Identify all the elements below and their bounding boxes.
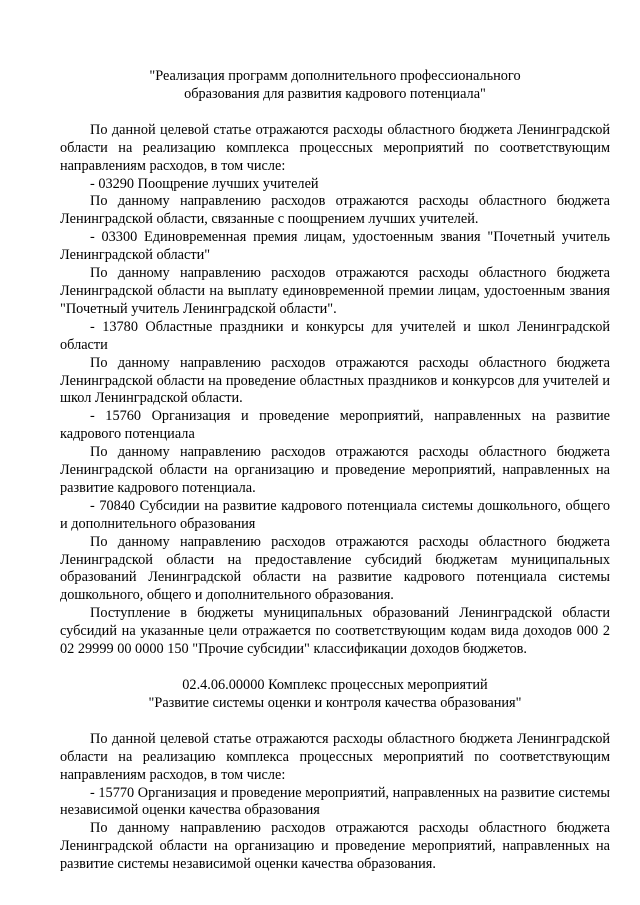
paragraph: - 15760 Организация и проведение мероприятий, направленных на развитие кадрового потенциала xyxy=(60,408,610,443)
paragraph: По данному направлению расходов отражаются расходы областного бюджета Ленинградской области на предоставление субсидий бюджетам муниципальных образований Ленинградской области на развитие кадрового потенциала системы дошкольного, общего и дополнительного образования. xyxy=(60,533,610,604)
section2-body xyxy=(60,731,610,874)
section1-title xyxy=(60,68,610,104)
paragraph: По данной целевой статье отражаются расходы областного бюджета Ленинградской области на реализацию комплекса процессных мероприятий по соответствующим направлениям расходов, в том числе: xyxy=(60,121,610,174)
section1-title-line2: образования для развития кадрового потенциала" xyxy=(184,85,486,102)
paragraph: По данному направлению расходов отражаются расходы областного бюджета Ленинградской области на организацию и проведение мероприятий, направленных на развитие системы независимой оценки качества образования. xyxy=(60,820,610,873)
section1-title-line1: "Реализация программ дополнительного профессионального xyxy=(149,68,521,84)
paragraph: По данному направлению расходов отражаются расходы областного бюджета Ленинградской области, связанные с поощрением лучших учителей. xyxy=(60,193,610,228)
section2-title xyxy=(60,677,610,713)
paragraph: Поступление в бюджеты муниципальных образований Ленинградской области субсидий на указанные цели отражается по соответствующим кодам вида доходов 000 2 02 29999 00 0000 150 "Прочие субсидии" классификации доходов бюджетов. xyxy=(60,605,610,658)
paragraph: По данному направлению расходов отражаются расходы областного бюджета Ленинградской области на организацию и проведение мероприятий, направленных на развитие кадрового потенциала. xyxy=(60,444,610,496)
section2-title-line1: 02.4.06.00000 Комплекс процессных мероприятий xyxy=(182,677,488,693)
paragraph: По данной целевой статье отражаются расходы областного бюджета Ленинградской области на реализацию комплекса процессных мероприятий по соответствующим направлениям расходов, в том числе: xyxy=(60,730,610,783)
document-page xyxy=(60,68,610,874)
section1-body xyxy=(60,122,610,659)
paragraph: По данному направлению расходов отражаются расходы областного бюджета Ленинградской области на проведение областных праздников и конкурсов для учителей и школ Ленинградской области. xyxy=(60,354,610,407)
paragraph: - 13780 Областные праздники и конкурсы для учителей и школ Ленинградской области xyxy=(60,318,610,353)
paragraph: По данному направлению расходов отражаются расходы областного бюджета Ленинградской области на выплату единовременной премии лицам, удостоенным звания "Почетный учитель Ленинградской области". xyxy=(60,265,610,317)
section2-title-line2: "Развитие системы оценки и контроля качества образования" xyxy=(148,694,522,711)
paragraph: - 70840 Субсидии на развитие кадрового потенциала системы дошкольного, общего и дополнительного образования xyxy=(60,497,610,532)
paragraph: - 03290 Поощрение лучших учителей xyxy=(90,175,319,192)
paragraph: - 15770 Организация и проведение мероприятий, направленных на развитие системы независимой оценки качества образования xyxy=(60,784,610,819)
paragraph: - 03300 Единовременная премия лицам, удостоенным звания "Почетный учитель Ленинградской области" xyxy=(60,229,610,264)
